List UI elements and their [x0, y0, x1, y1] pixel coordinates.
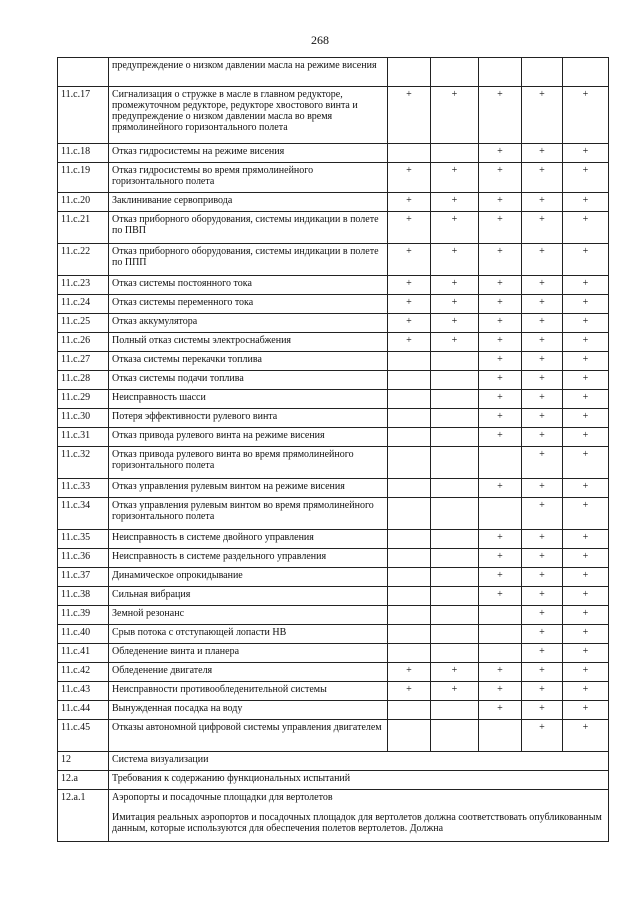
- check-mark: [388, 144, 431, 163]
- row-description: Неисправность в системе двойного управления: [109, 530, 388, 549]
- check-mark: +: [388, 244, 431, 276]
- check-mark: +: [563, 663, 609, 682]
- check-mark: [431, 644, 479, 663]
- row-code: 11.c.30: [58, 409, 109, 428]
- row-code: 11.c.19: [58, 163, 109, 193]
- check-mark: +: [563, 276, 609, 295]
- page-number: 268: [311, 33, 329, 47]
- check-mark: [431, 606, 479, 625]
- check-mark: +: [479, 549, 522, 568]
- check-mark: +: [522, 549, 563, 568]
- check-mark: +: [522, 193, 563, 212]
- check-mark: +: [563, 701, 609, 720]
- row-description: Вынужденная посадка на воду: [109, 701, 388, 720]
- check-mark: [431, 58, 479, 87]
- table-row: [58, 682, 609, 701]
- row-description: Сильная вибрация: [109, 587, 388, 606]
- check-mark: [479, 498, 522, 530]
- check-mark: +: [479, 371, 522, 390]
- check-mark: +: [563, 333, 609, 352]
- table-row: [58, 479, 609, 498]
- table-row: [58, 163, 609, 193]
- row-code: 11.c.18: [58, 144, 109, 163]
- row-code: 11.c.36: [58, 549, 109, 568]
- row-code: 11.c.29: [58, 390, 109, 409]
- row-description: Отказ приборного оборудования, системы индикации в полете по ППП: [109, 244, 388, 276]
- check-mark: +: [563, 87, 609, 144]
- subsection-row: [58, 790, 609, 842]
- row-description: Сигнализация о стружке в масле в главном редукторе, промежуточном редукторе, редукторе хвостового винта и предупреждение о низком давлении масла во время прямолинейного горизонтального полета: [109, 87, 388, 144]
- check-mark: [388, 568, 431, 587]
- check-mark: +: [388, 87, 431, 144]
- row-code: 11.c.41: [58, 644, 109, 663]
- table-row: [58, 371, 609, 390]
- row-description: предупреждение о низком давлении масла на режиме висения: [109, 58, 388, 87]
- row-code: 11.c.43: [58, 682, 109, 701]
- check-mark: +: [431, 244, 479, 276]
- check-mark: [388, 479, 431, 498]
- check-mark: +: [563, 295, 609, 314]
- check-mark: +: [479, 276, 522, 295]
- row-description: Отказы автономной цифровой системы управления двигателем: [109, 720, 388, 752]
- check-mark: +: [479, 530, 522, 549]
- check-mark: +: [522, 587, 563, 606]
- check-mark: +: [522, 530, 563, 549]
- check-mark: +: [388, 276, 431, 295]
- table-row: [58, 409, 609, 428]
- check-mark: [431, 447, 479, 479]
- check-mark: [388, 371, 431, 390]
- check-mark: [388, 447, 431, 479]
- check-mark: +: [479, 314, 522, 333]
- section-code: 12: [58, 752, 109, 771]
- check-mark: [479, 447, 522, 479]
- check-mark: [431, 498, 479, 530]
- check-mark: +: [563, 193, 609, 212]
- row-code: 11.c.28: [58, 371, 109, 390]
- row-description: Отказ управления рулевым винтом во время прямолинейного горизонтального полета: [109, 498, 388, 530]
- check-mark: +: [522, 663, 563, 682]
- table-row: [58, 276, 609, 295]
- check-mark: +: [431, 333, 479, 352]
- check-mark: +: [522, 295, 563, 314]
- row-code: 11.c.42: [58, 663, 109, 682]
- check-mark: +: [479, 244, 522, 276]
- check-mark: +: [431, 212, 479, 244]
- table-row: [58, 244, 609, 276]
- check-mark: [431, 625, 479, 644]
- check-mark: +: [563, 314, 609, 333]
- check-mark: +: [563, 479, 609, 498]
- row-code: 11.c.40: [58, 625, 109, 644]
- check-mark: +: [479, 333, 522, 352]
- check-mark: +: [563, 144, 609, 163]
- check-mark: [431, 568, 479, 587]
- check-mark: +: [563, 587, 609, 606]
- row-code: 11.c.32: [58, 447, 109, 479]
- check-mark: +: [522, 625, 563, 644]
- check-mark: +: [522, 479, 563, 498]
- section-title: Система визуализации: [109, 752, 609, 771]
- check-mark: [431, 428, 479, 447]
- table-row: [58, 144, 609, 163]
- table-row: [58, 390, 609, 409]
- check-mark: [431, 409, 479, 428]
- row-code: 11.c.20: [58, 193, 109, 212]
- row-code: 11.c.37: [58, 568, 109, 587]
- check-mark: +: [563, 244, 609, 276]
- check-mark: +: [479, 390, 522, 409]
- row-description: Отказ гидросистемы на режиме висения: [109, 144, 388, 163]
- row-description: Неисправность шасси: [109, 390, 388, 409]
- row-code: 11.c.38: [58, 587, 109, 606]
- check-mark: +: [431, 295, 479, 314]
- check-mark: [388, 58, 431, 87]
- subsection-paragraph: Имитация реальных аэропортов и посадочных площадок для вертолетов должна соответствовать опубликованным данным, которые используются для обеспечения полетов вертолетов. Должна: [112, 812, 602, 834]
- table-row: [58, 352, 609, 371]
- row-code: 11.c.17: [58, 87, 109, 144]
- check-mark: +: [388, 663, 431, 682]
- check-mark: +: [479, 663, 522, 682]
- row-code: 11.c.34: [58, 498, 109, 530]
- subsection-code: 12.a.1: [58, 790, 109, 842]
- check-mark: +: [522, 333, 563, 352]
- check-mark: +: [563, 371, 609, 390]
- row-description: Неисправности противообледенительной системы: [109, 682, 388, 701]
- check-mark: +: [522, 371, 563, 390]
- check-mark: [431, 587, 479, 606]
- row-code: 11.c.25: [58, 314, 109, 333]
- check-mark: [431, 479, 479, 498]
- check-mark: [388, 530, 431, 549]
- check-mark: [388, 352, 431, 371]
- check-mark: +: [431, 276, 479, 295]
- check-mark: +: [522, 276, 563, 295]
- check-mark: +: [388, 682, 431, 701]
- section-row: [58, 771, 609, 790]
- check-mark: +: [563, 390, 609, 409]
- check-mark: +: [388, 333, 431, 352]
- section-row: [58, 752, 609, 771]
- check-mark: +: [522, 447, 563, 479]
- check-mark: [388, 498, 431, 530]
- check-mark: +: [563, 606, 609, 625]
- check-mark: [479, 644, 522, 663]
- check-mark: +: [479, 682, 522, 701]
- row-description: Отказ системы постоянного тока: [109, 276, 388, 295]
- section-code: 12.a: [58, 771, 109, 790]
- check-mark: +: [563, 212, 609, 244]
- check-mark: +: [479, 212, 522, 244]
- table-row: [58, 644, 609, 663]
- check-mark: +: [479, 568, 522, 587]
- table-row: [58, 212, 609, 244]
- check-mark: +: [522, 682, 563, 701]
- check-mark: +: [522, 409, 563, 428]
- row-code: 11.c.35: [58, 530, 109, 549]
- check-mark: +: [563, 163, 609, 193]
- check-mark: +: [522, 390, 563, 409]
- row-code: [58, 58, 109, 87]
- check-mark: +: [388, 295, 431, 314]
- check-mark: +: [522, 498, 563, 530]
- check-mark: +: [431, 193, 479, 212]
- row-description: Отказ управления рулевым винтом на режиме висения: [109, 479, 388, 498]
- check-mark: +: [522, 212, 563, 244]
- check-mark: [388, 409, 431, 428]
- check-mark: [431, 530, 479, 549]
- check-mark: +: [479, 352, 522, 371]
- row-description: Срыв потока с отступающей лопасти НВ: [109, 625, 388, 644]
- check-mark: [388, 644, 431, 663]
- row-description: Потеря эффективности рулевого винта: [109, 409, 388, 428]
- table-row: [58, 587, 609, 606]
- row-code: 11.c.26: [58, 333, 109, 352]
- row-code: 11.c.21: [58, 212, 109, 244]
- check-mark: [563, 58, 609, 87]
- check-mark: [431, 371, 479, 390]
- row-description: Отказ аккумулятора: [109, 314, 388, 333]
- subsection-body: [109, 790, 609, 842]
- row-description: Полный отказ системы электроснабжения: [109, 333, 388, 352]
- check-mark: +: [479, 144, 522, 163]
- check-mark: [479, 58, 522, 87]
- row-code: 11.c.23: [58, 276, 109, 295]
- table-row: [58, 314, 609, 333]
- check-mark: +: [522, 244, 563, 276]
- check-mark: +: [431, 682, 479, 701]
- table-row: [58, 549, 609, 568]
- check-mark: [431, 720, 479, 752]
- row-description: Заклинивание сервопривода: [109, 193, 388, 212]
- table-row: [58, 193, 609, 212]
- check-mark: [431, 701, 479, 720]
- table-row: [58, 625, 609, 644]
- check-mark: [431, 144, 479, 163]
- check-mark: +: [563, 447, 609, 479]
- check-mark: +: [563, 568, 609, 587]
- check-mark: +: [563, 530, 609, 549]
- row-description: Динамическое опрокидывание: [109, 568, 388, 587]
- row-code: 11.c.22: [58, 244, 109, 276]
- check-mark: +: [522, 568, 563, 587]
- row-code: 11.c.27: [58, 352, 109, 371]
- check-mark: +: [479, 479, 522, 498]
- table-row: [58, 701, 609, 720]
- check-mark: +: [563, 409, 609, 428]
- check-mark: +: [522, 163, 563, 193]
- check-mark: [388, 428, 431, 447]
- table-row: [58, 606, 609, 625]
- check-mark: +: [522, 428, 563, 447]
- check-mark: +: [522, 701, 563, 720]
- check-mark: [479, 625, 522, 644]
- check-mark: +: [388, 212, 431, 244]
- check-mark: +: [522, 314, 563, 333]
- check-mark: +: [522, 87, 563, 144]
- row-description: Отказ приборного оборудования, системы индикации в полете по ПВП: [109, 212, 388, 244]
- check-mark: +: [522, 720, 563, 752]
- row-code: 11.c.24: [58, 295, 109, 314]
- check-mark: +: [388, 193, 431, 212]
- check-mark: +: [431, 663, 479, 682]
- table-row: [58, 530, 609, 549]
- check-mark: [388, 390, 431, 409]
- check-mark: +: [563, 720, 609, 752]
- section-title: Требования к содержанию функциональных испытаний: [109, 771, 609, 790]
- check-mark: +: [479, 87, 522, 144]
- check-mark: [388, 549, 431, 568]
- check-mark: +: [563, 644, 609, 663]
- check-mark: [388, 625, 431, 644]
- check-mark: [388, 701, 431, 720]
- row-description: Отказ гидросистемы во время прямолинейного горизонтального полета: [109, 163, 388, 193]
- check-mark: +: [388, 314, 431, 333]
- check-mark: +: [479, 701, 522, 720]
- table-row: [58, 720, 609, 752]
- check-mark: [479, 720, 522, 752]
- row-code: 11.c.44: [58, 701, 109, 720]
- table-row: [58, 58, 609, 87]
- row-description: Земной резонанс: [109, 606, 388, 625]
- table-row: [58, 428, 609, 447]
- row-description: Отказ системы переменного тока: [109, 295, 388, 314]
- check-mark: [431, 549, 479, 568]
- row-description: Отказа системы перекачки топлива: [109, 352, 388, 371]
- row-code: 11.c.45: [58, 720, 109, 752]
- table-row: [58, 333, 609, 352]
- check-mark: [388, 587, 431, 606]
- subsection-title: Аэропорты и посадочные площадки для вертолетов: [112, 792, 333, 803]
- check-mark: [431, 352, 479, 371]
- check-mark: +: [522, 144, 563, 163]
- check-mark: +: [431, 163, 479, 193]
- check-mark: [388, 606, 431, 625]
- row-description: Неисправность в системе раздельного управления: [109, 549, 388, 568]
- row-description: Отказ привода рулевого винта на режиме висения: [109, 428, 388, 447]
- check-mark: +: [563, 498, 609, 530]
- row-description: Обледенение винта и планера: [109, 644, 388, 663]
- row-code: 11.c.39: [58, 606, 109, 625]
- check-mark: +: [563, 352, 609, 371]
- check-mark: +: [563, 549, 609, 568]
- check-mark: +: [479, 193, 522, 212]
- row-code: 11.c.33: [58, 479, 109, 498]
- check-mark: +: [522, 352, 563, 371]
- table-row: [58, 663, 609, 682]
- check-mark: +: [431, 314, 479, 333]
- table-row: [58, 447, 609, 479]
- table-row: [58, 568, 609, 587]
- row-description: Отказ привода рулевого винта во время прямолинейного горизонтального полета: [109, 447, 388, 479]
- check-mark: +: [388, 163, 431, 193]
- check-mark: [522, 58, 563, 87]
- table-row: [58, 87, 609, 144]
- check-mark: +: [479, 295, 522, 314]
- check-mark: +: [563, 625, 609, 644]
- check-mark: [388, 720, 431, 752]
- check-mark: +: [563, 682, 609, 701]
- check-mark: +: [563, 428, 609, 447]
- row-description: Отказ системы подачи топлива: [109, 371, 388, 390]
- check-mark: +: [479, 163, 522, 193]
- check-mark: [479, 606, 522, 625]
- check-mark: +: [431, 87, 479, 144]
- check-mark: +: [479, 428, 522, 447]
- check-mark: +: [522, 644, 563, 663]
- table-row: [58, 295, 609, 314]
- check-mark: +: [479, 587, 522, 606]
- table-row: [58, 498, 609, 530]
- row-code: 11.c.31: [58, 428, 109, 447]
- check-mark: [431, 390, 479, 409]
- check-mark: +: [479, 409, 522, 428]
- row-description: Обледенение двигателя: [109, 663, 388, 682]
- requirements-table: [57, 57, 609, 842]
- check-mark: +: [522, 606, 563, 625]
